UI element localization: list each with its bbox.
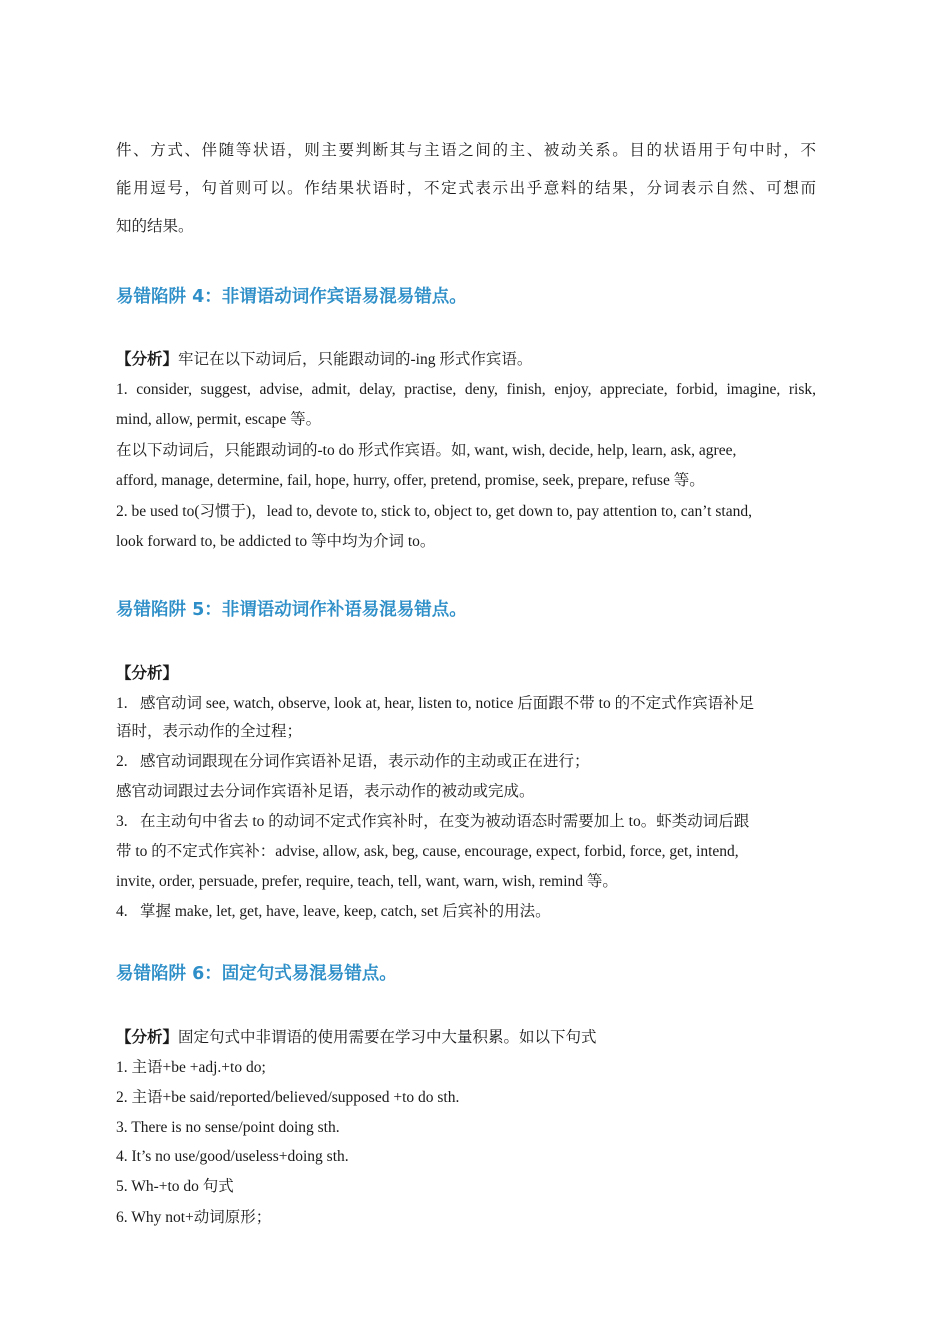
intro-line-3: 知的结果。 xyxy=(116,218,194,235)
section-4-item-2-line-2: look forward to, be addicted to 等中均为介词 to。 xyxy=(116,533,436,550)
section-6-item-2: 2. 主语+be said/reported/believed/supposed +to do sth. xyxy=(116,1089,460,1106)
item-number: 3. xyxy=(116,813,128,830)
section-6-item-3: 3. There is no sense/point doing sth. xyxy=(116,1119,340,1136)
section-6-item-4: 4. It’s no use/good/useless+doing sth. xyxy=(116,1148,349,1165)
item-text: 掌握 make, let, get, have, leave, keep, catch, set 后宾补的用法。 xyxy=(140,903,551,920)
analysis-label: 【分析】 xyxy=(116,1029,179,1046)
section-5-item-4-line-1 xyxy=(116,902,816,922)
analysis-text: 固定句式中非谓语的使用需要在学习中大量积累。如以下句式 xyxy=(178,1029,597,1046)
intro-line-1: 件、方式、伴随等状语，则主要判断其与主语之间的主、被动关系。目的状语用于句中时，不 xyxy=(116,142,816,159)
section-4-item-1-line-2: mind, allow, permit, escape 等。 xyxy=(116,411,322,428)
section-5-item-1-line-2: 语时，表示动作的全过程； xyxy=(116,723,303,740)
item-number: 1. xyxy=(116,695,128,712)
item-text: 在主动句中省去 to 的动词不定式作宾补时，在变为被动语态时需要加上 to。虾类动词后跟 xyxy=(140,813,750,830)
section-4-item-1b-line-2: afford, manage, determine, fail, hope, hurry, offer, pretend, promise, seek, prepare, refuse 等。 xyxy=(116,472,705,489)
section-4-item-1b-line-1: 在以下动词后，只能跟动词的-to do 形式作宾语。如, want, wish, decide, help, learn, ask, agree, xyxy=(116,442,737,459)
analysis-text: 牢记在以下动词后，只能跟动词的-ing 形式作宾语。 xyxy=(178,351,533,368)
item-number: 2. xyxy=(116,753,128,770)
section-4-item-1-line-1: 1. consider, suggest, advise, admit, delay, practise, deny, finish, enjoy, appreciate, forbid, imagine, risk, xyxy=(116,381,816,398)
section-5-item-2-line-2: 感官动词跟过去分词作宾语补足语，表示动作的被动或完成。 xyxy=(116,783,535,800)
section-5-item-1-line-1 xyxy=(116,694,816,714)
section-4-heading: 易错陷阱 4：非谓语动词作宾语易混易错点。 xyxy=(116,287,467,307)
intro-line-2: 能用逗号，句首则可以。作结果状语时，不定式表示出乎意料的结果，分词表示自然、可想而 xyxy=(116,180,816,197)
section-5-item-3-line-2: 带 to 的不定式作宾补：advise, allow, ask, beg, cause, encourage, expect, forbid, force, get, intend, xyxy=(116,843,739,860)
section-4-analysis xyxy=(116,350,816,370)
section-6-item-6: 6. Why not+动词原形； xyxy=(116,1209,272,1226)
item-text: 感官动词跟现在分词作宾语补足语，表示动作的主动或正在进行； xyxy=(140,753,590,770)
section-6-item-5: 5. Wh-+to do 句式 xyxy=(116,1178,234,1195)
section-5-item-3-line-3: invite, order, persuade, prefer, require, teach, tell, want, warn, wish, remind 等。 xyxy=(116,873,618,890)
section-5-item-3-line-1 xyxy=(116,812,816,832)
item-text: 感官动词 see, watch, observe, look at, hear, listen to, notice 后面跟不带 to 的不定式作宾语补足 xyxy=(140,695,755,712)
section-5-item-2-line-1 xyxy=(116,752,816,772)
section-6-item-1: 1. 主语+be +adj.+to do; xyxy=(116,1059,266,1076)
item-number: 4. xyxy=(116,903,128,920)
section-5-heading: 易错陷阱 5：非谓语动词作补语易混易错点。 xyxy=(116,600,467,620)
section-6-analysis xyxy=(116,1028,816,1048)
analysis-label: 【分析】 xyxy=(116,351,179,368)
section-5-analysis-label: 【分析】 xyxy=(116,665,179,682)
section-6-heading: 易错陷阱 6：固定句式易混易错点。 xyxy=(116,964,397,984)
section-4-item-2-line-1: 2. be used to(习惯于)，lead to, devote to, stick to, object to, get down to, pay attention to, can’t stand, xyxy=(116,503,752,520)
